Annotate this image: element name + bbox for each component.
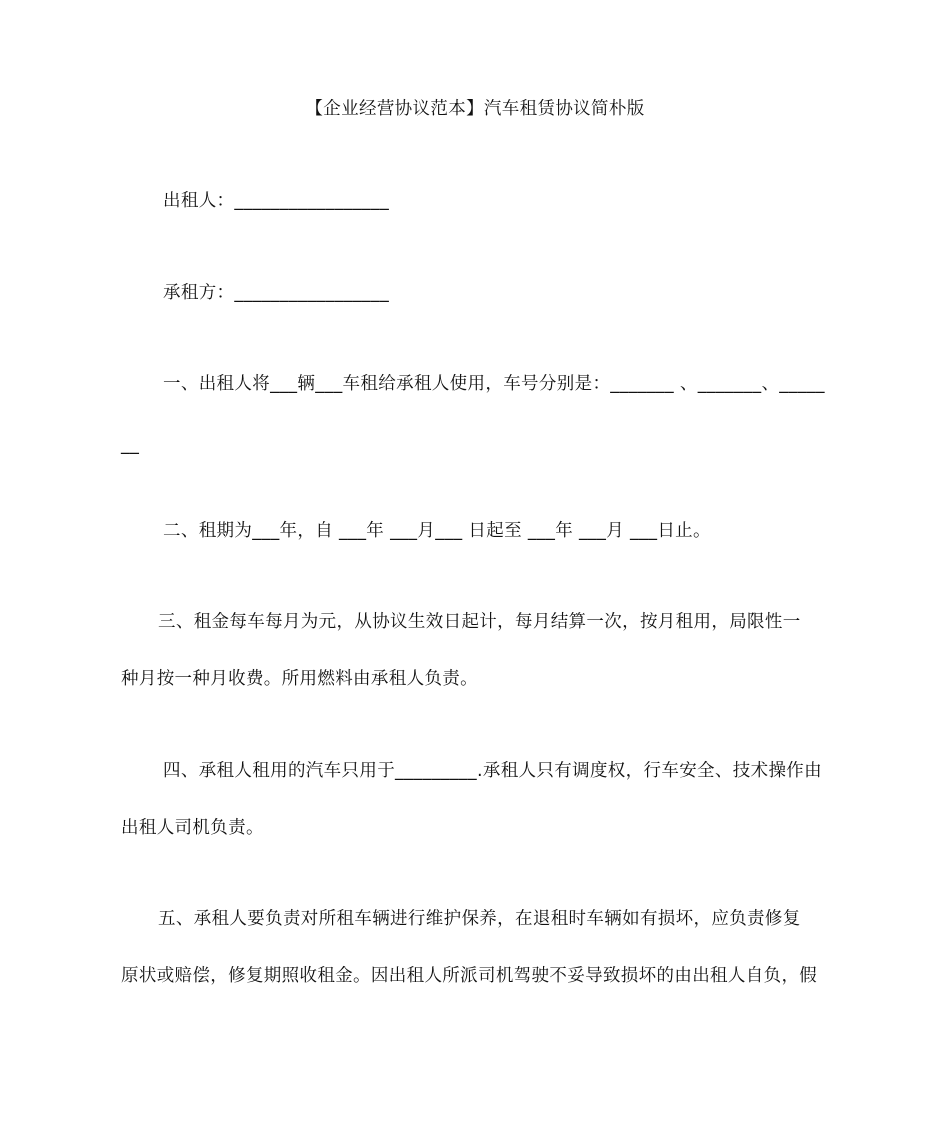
clause3-line2: 种月按一种月收费。所用燃料由承租人负责。 — [121, 669, 478, 689]
clause1-line2: __ — [121, 435, 140, 455]
clause4-line1: 四、承租人租用的汽车只用于_________.承租人只有调度权，行车安全、技术操作由 — [163, 761, 823, 781]
lessee-line: 承租方：_________________ — [163, 283, 390, 303]
clause5-line2: 原状或赔偿，修复期照收租金。因出租人所派司机驾驶不妥导致损坏的由出租人自负，假 — [121, 966, 818, 986]
lessor-line: 出租人：_________________ — [163, 191, 390, 211]
clause2-line1: 二、租期为___年，自 ___年 ___月___ 日起至 ___年 ___月 ___日止。 — [163, 521, 711, 541]
clause3-line1: 三、租金每车每月为元，从协议生效日起计，每月结算一次，按月租用，局限性一 — [158, 612, 801, 632]
clause4-line2: 出租人司机负责。 — [121, 818, 264, 838]
clause1-line1: 一、出租人将___辆___车租给承租人使用，车号分别是：_______ 、_______、_____ — [163, 374, 825, 394]
document-title: 【企业经营协议范本】汽车租赁协议简朴版 — [305, 99, 645, 119]
clause5-line1: 五、承租人要负责对所租车辆进行维护保养，在退租时车辆如有损坏，应负责修复 — [158, 909, 801, 929]
